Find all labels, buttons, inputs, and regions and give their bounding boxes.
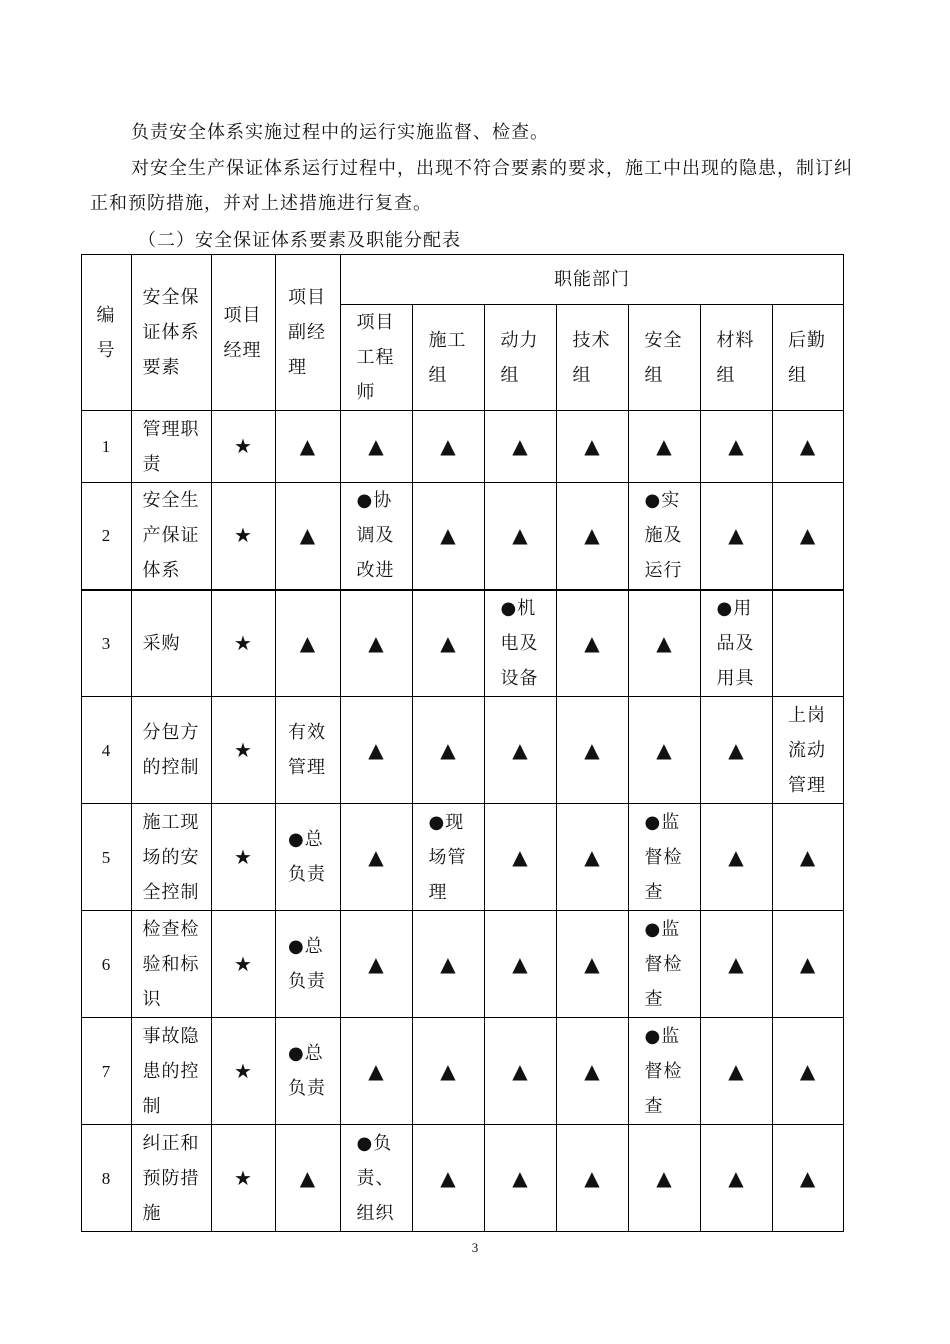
table-row bbox=[82, 697, 844, 804]
header-dept-4: 安全组 bbox=[629, 305, 701, 411]
triangle-marker-icon: ▲ bbox=[629, 590, 701, 697]
triangle-marker-icon: ▲ bbox=[341, 1018, 413, 1125]
triangle-marker-icon: ▲ bbox=[413, 1018, 485, 1125]
star-marker-icon: ★ bbox=[212, 1018, 276, 1125]
triangle-marker-icon: ▲ bbox=[276, 483, 341, 590]
triangle-marker-icon: ▲ bbox=[341, 411, 413, 483]
table-row bbox=[82, 1018, 844, 1125]
row-number: 3 bbox=[82, 590, 132, 697]
triangle-marker-icon: ▲ bbox=[773, 804, 844, 911]
page-number: 3 bbox=[471, 1240, 479, 1255]
triangle-marker-icon: ▲ bbox=[413, 911, 485, 1018]
triangle-marker-icon: ▲ bbox=[773, 483, 844, 590]
triangle-marker-icon: ▲ bbox=[485, 483, 557, 590]
triangle-marker-icon: ▲ bbox=[773, 1018, 844, 1125]
responsibility-cell: ●实施及运行 bbox=[629, 483, 701, 590]
responsibility-cell: ●负责、组织 bbox=[341, 1125, 413, 1232]
responsibility-cell: ●用品及用具 bbox=[701, 590, 773, 697]
triangle-marker-icon: ▲ bbox=[557, 804, 629, 911]
responsibility-cell: ●总负责 bbox=[276, 804, 341, 911]
triangle-marker-icon: ▲ bbox=[341, 697, 413, 804]
responsibility-cell: ●机电及设备 bbox=[485, 590, 557, 697]
responsibility-cell: 上岗流动管理 bbox=[773, 697, 844, 804]
row-element: 施工现场的安全控制 bbox=[132, 804, 212, 911]
table-row bbox=[82, 483, 844, 590]
responsibility-cell: ●监督检查 bbox=[629, 804, 701, 911]
triangle-marker-icon: ▲ bbox=[701, 697, 773, 804]
header-dept-1: 施工组 bbox=[413, 305, 485, 411]
paragraph-corrective-line2: 正和预防措施，并对上述措施进行复查。 bbox=[90, 193, 432, 214]
row-element: 安全生产保证体系 bbox=[132, 483, 212, 590]
header-element: 安全保证体系要素 bbox=[132, 255, 212, 411]
triangle-marker-icon: ▲ bbox=[413, 483, 485, 590]
row-element: 分包方的控制 bbox=[132, 697, 212, 804]
triangle-marker-icon: ▲ bbox=[557, 1125, 629, 1232]
triangle-marker-icon: ▲ bbox=[773, 1125, 844, 1232]
triangle-marker-icon: ▲ bbox=[341, 804, 413, 911]
triangle-marker-icon: ▲ bbox=[485, 411, 557, 483]
triangle-marker-icon: ▲ bbox=[701, 1125, 773, 1232]
triangle-marker-icon: ▲ bbox=[629, 697, 701, 804]
table-row bbox=[82, 804, 844, 911]
triangle-marker-icon: ▲ bbox=[485, 697, 557, 804]
paragraph-corrective-line1: 对安全生产保证体系运行过程中，出现不符合要素的要求，施工中出现的隐患，制订纠 bbox=[131, 158, 853, 179]
row-number: 1 bbox=[82, 411, 132, 483]
triangle-marker-icon: ▲ bbox=[276, 590, 341, 697]
row-element: 检查检验和标识 bbox=[132, 911, 212, 1018]
triangle-marker-icon: ▲ bbox=[485, 804, 557, 911]
triangle-marker-icon: ▲ bbox=[701, 1018, 773, 1125]
triangle-marker-icon: ▲ bbox=[557, 697, 629, 804]
table-row bbox=[82, 590, 844, 697]
responsibility-allocation-table bbox=[81, 254, 844, 1232]
row-element: 事故隐患的控制 bbox=[132, 1018, 212, 1125]
star-marker-icon: ★ bbox=[212, 411, 276, 483]
responsibility-cell: ●总负责 bbox=[276, 911, 341, 1018]
triangle-marker-icon: ▲ bbox=[341, 590, 413, 697]
triangle-marker-icon: ▲ bbox=[701, 804, 773, 911]
header-deputy: 项目副经理 bbox=[276, 255, 341, 411]
row-number: 7 bbox=[82, 1018, 132, 1125]
triangle-marker-icon: ▲ bbox=[557, 483, 629, 590]
triangle-marker-icon: ▲ bbox=[413, 697, 485, 804]
responsibility-cell: ●总负责 bbox=[276, 1018, 341, 1125]
header-dept-group: 职能部门 bbox=[341, 255, 844, 305]
star-marker-icon: ★ bbox=[212, 911, 276, 1018]
header-dept-6: 后勤组 bbox=[773, 305, 844, 411]
header-number: 编号 bbox=[82, 255, 132, 411]
header-manager: 项目经理 bbox=[212, 255, 276, 411]
triangle-marker-icon: ▲ bbox=[413, 590, 485, 697]
responsibility-cell: ●现场管理 bbox=[413, 804, 485, 911]
table-row bbox=[82, 1125, 844, 1232]
triangle-marker-icon: ▲ bbox=[629, 1125, 701, 1232]
triangle-marker-icon: ▲ bbox=[276, 411, 341, 483]
triangle-marker-icon: ▲ bbox=[341, 911, 413, 1018]
star-marker-icon: ★ bbox=[212, 483, 276, 590]
triangle-marker-icon: ▲ bbox=[413, 411, 485, 483]
triangle-marker-icon: ▲ bbox=[557, 411, 629, 483]
responsibility-cell: ●监督检查 bbox=[629, 911, 701, 1018]
row-number: 2 bbox=[82, 483, 132, 590]
header-dept-3: 技术组 bbox=[557, 305, 629, 411]
triangle-marker-icon: ▲ bbox=[276, 1125, 341, 1232]
star-marker-icon: ★ bbox=[212, 697, 276, 804]
table-caption: （二）安全保证体系要素及职能分配表 bbox=[138, 230, 461, 251]
header-dept-0: 项目工程师 bbox=[341, 305, 413, 411]
triangle-marker-icon: ▲ bbox=[629, 411, 701, 483]
row-number: 6 bbox=[82, 911, 132, 1018]
table-row bbox=[82, 911, 844, 1018]
responsibility-cell: ●监督检查 bbox=[629, 1018, 701, 1125]
triangle-marker-icon: ▲ bbox=[701, 483, 773, 590]
row-number: 5 bbox=[82, 804, 132, 911]
star-marker-icon: ★ bbox=[212, 804, 276, 911]
header-dept-2: 动力组 bbox=[485, 305, 557, 411]
triangle-marker-icon: ▲ bbox=[701, 911, 773, 1018]
table-row bbox=[82, 411, 844, 483]
row-element: 采购 bbox=[132, 590, 212, 697]
responsibility-cell: ●协调及改进 bbox=[341, 483, 413, 590]
triangle-marker-icon: ▲ bbox=[485, 1125, 557, 1232]
row-element: 纠正和预防措施 bbox=[132, 1125, 212, 1232]
triangle-marker-icon: ▲ bbox=[557, 911, 629, 1018]
star-marker-icon: ★ bbox=[212, 590, 276, 697]
triangle-marker-icon: ▲ bbox=[557, 1018, 629, 1125]
responsibility-cell: 有效管理 bbox=[276, 697, 341, 804]
row-element: 管理职责 bbox=[132, 411, 212, 483]
triangle-marker-icon: ▲ bbox=[485, 1018, 557, 1125]
triangle-marker-icon: ▲ bbox=[773, 911, 844, 1018]
header-dept-5: 材料组 bbox=[701, 305, 773, 411]
empty-cell bbox=[773, 590, 844, 697]
paragraph-supervision: 负责安全体系实施过程中的运行实施监督、检查。 bbox=[131, 122, 549, 143]
triangle-marker-icon: ▲ bbox=[485, 911, 557, 1018]
row-number: 4 bbox=[82, 697, 132, 804]
triangle-marker-icon: ▲ bbox=[773, 411, 844, 483]
triangle-marker-icon: ▲ bbox=[701, 411, 773, 483]
triangle-marker-icon: ▲ bbox=[413, 1125, 485, 1232]
triangle-marker-icon: ▲ bbox=[557, 590, 629, 697]
row-number: 8 bbox=[82, 1125, 132, 1232]
star-marker-icon: ★ bbox=[212, 1125, 276, 1232]
